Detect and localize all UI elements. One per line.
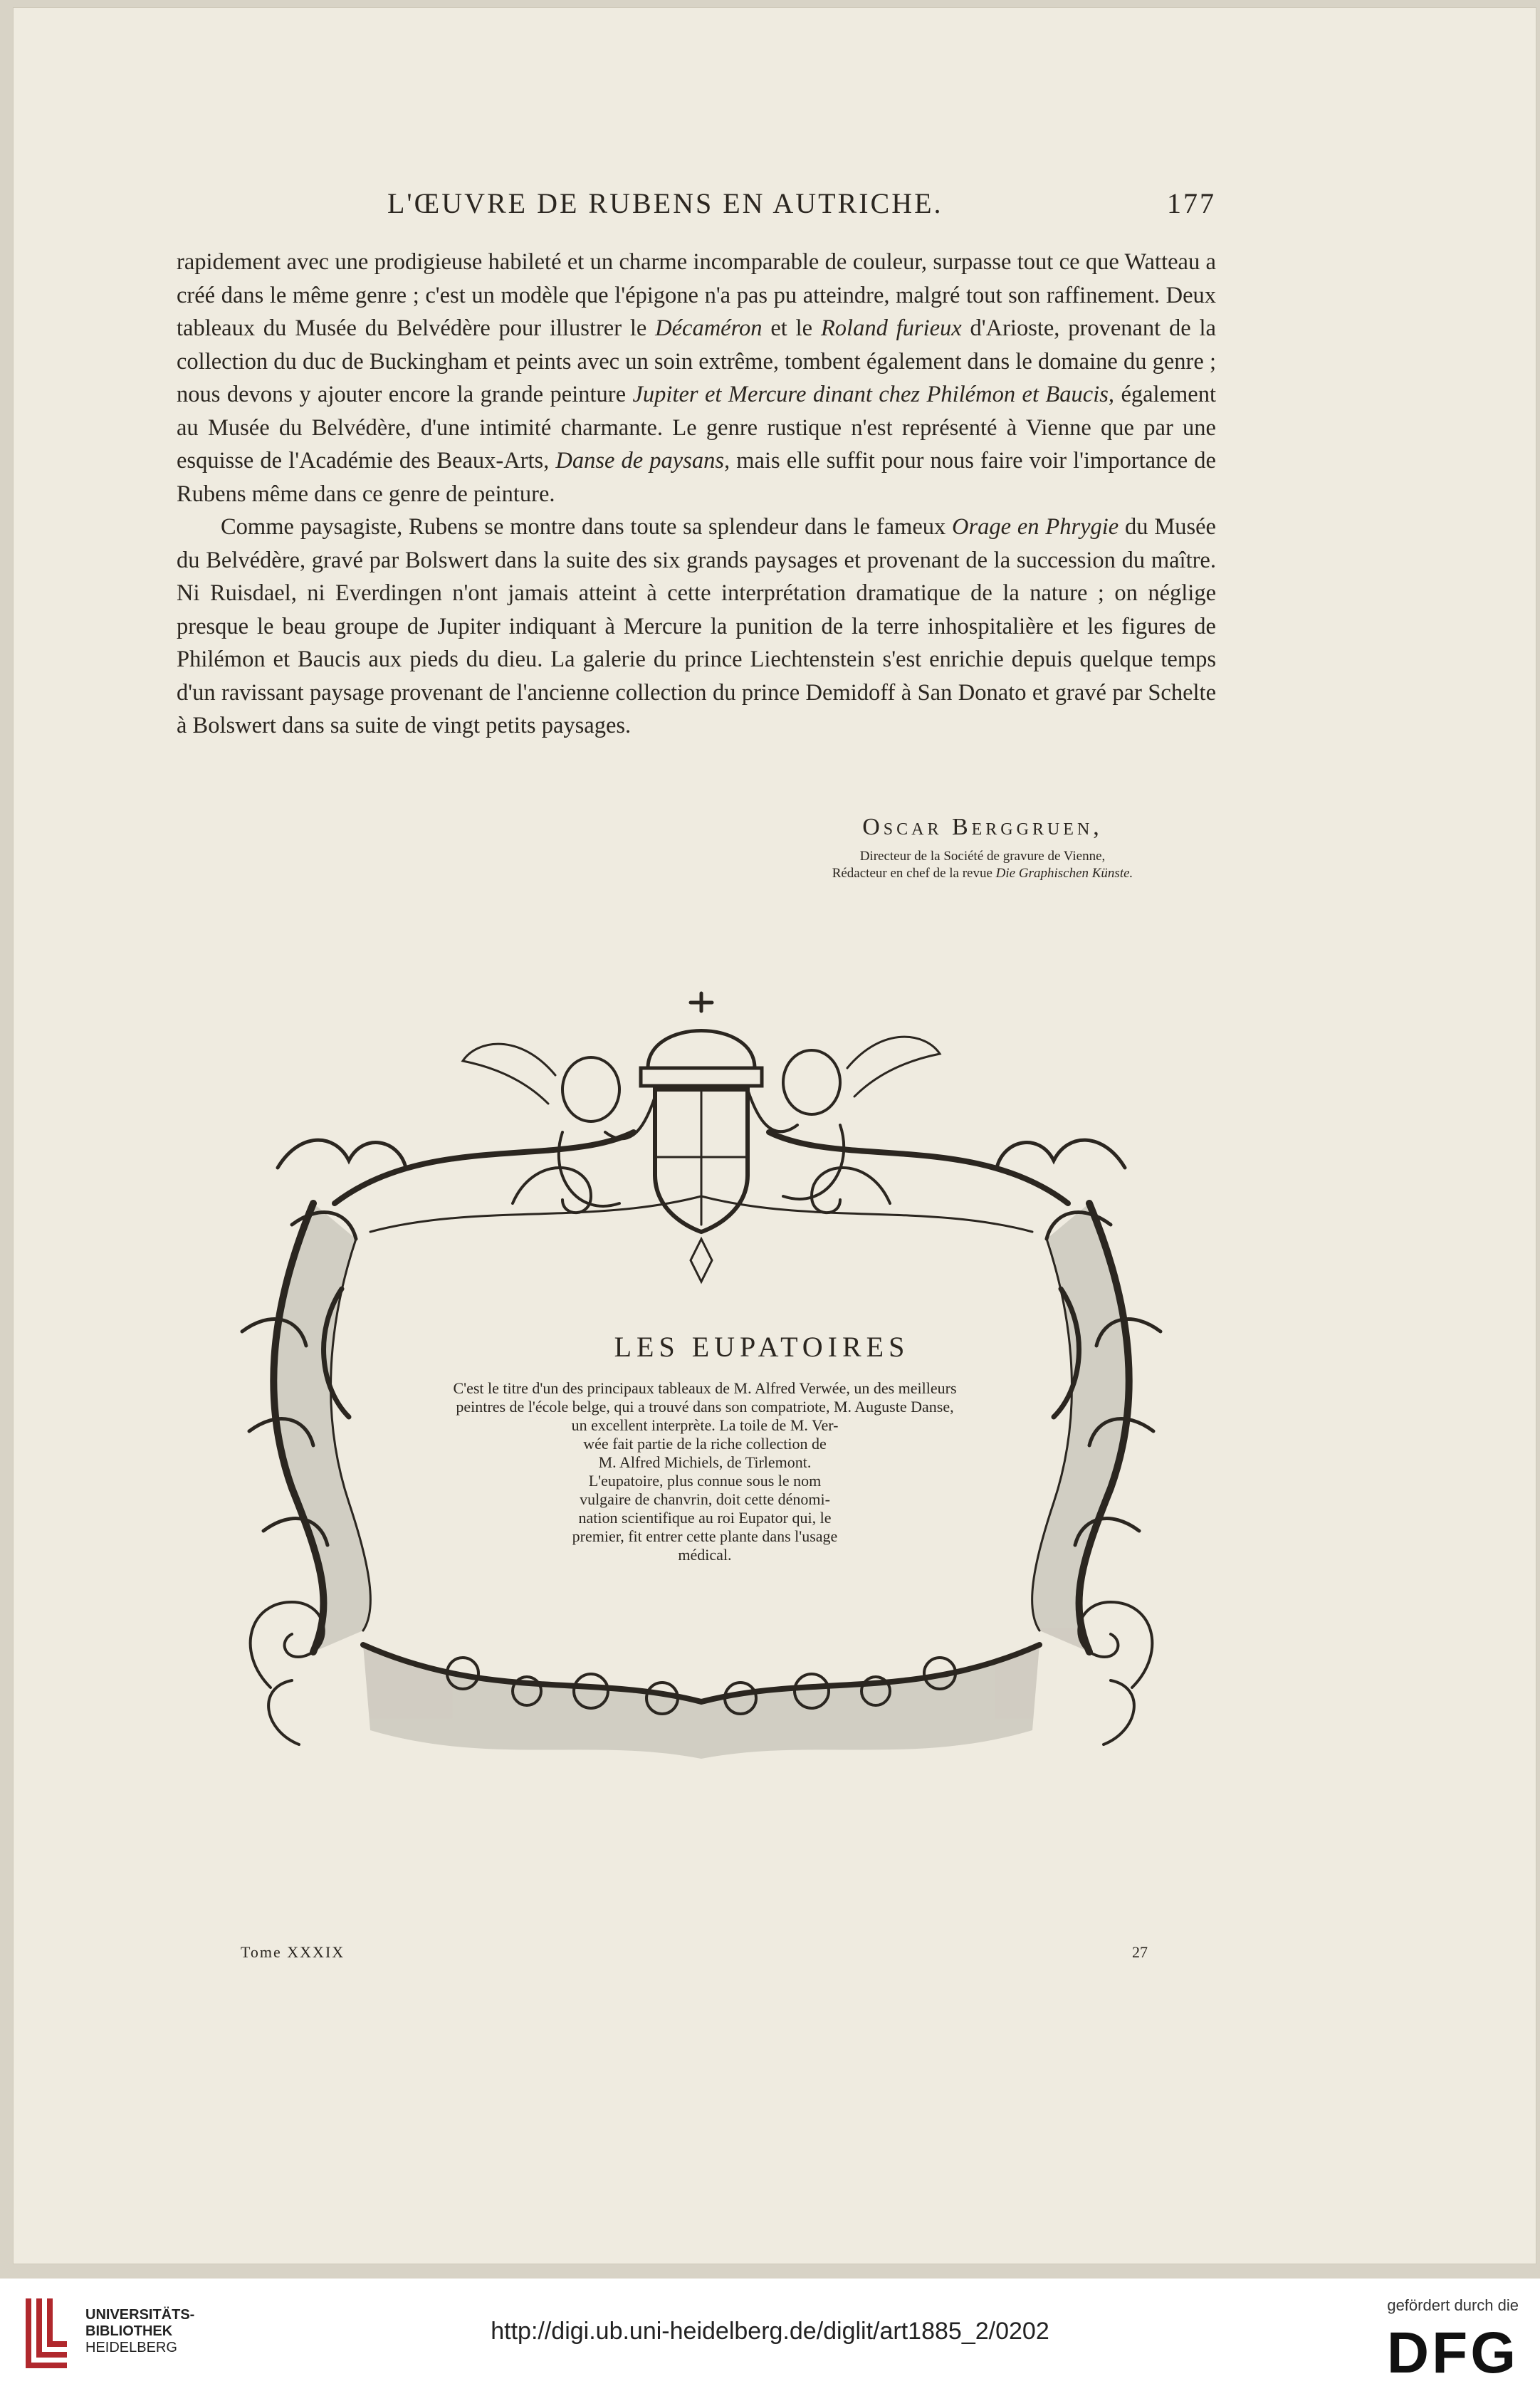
- caption-line: premier, fit entrer cette plante dans l'usage: [572, 1527, 838, 1545]
- caption-line: M. Alfred Michiels, de Tirlemont.: [598, 1453, 812, 1471]
- review-title: Die Graphischen Künste.: [995, 866, 1133, 881]
- paragraph-2: [177, 511, 1216, 743]
- text-run: d'Arioste, provenant de la collection du duc de Buckingham et peints avec un soin extrême, tombent également dans le domaine du genre ; nous devons y ajouter encore la grande peinture: [177, 315, 1216, 407]
- caption-line: médical.: [678, 1546, 732, 1564]
- text-run: également au Musée du Belvédère, d'une intimité charmante. Le genre rustique n'est représenté à Vienne que par une esquisse de l'Académie des Beaux-Arts,: [177, 382, 1216, 474]
- text-run: et le: [762, 315, 821, 341]
- italic-title: Roland furieux: [820, 315, 962, 341]
- dfg-logo: DFG: [1386, 2321, 1519, 2385]
- tome-label: Tome XXXIX: [241, 1943, 345, 1961]
- caption-line: C'est le titre d'un des principaux tableaux de M. Alfred Verwée, un des meilleurs: [453, 1379, 957, 1397]
- cartouche-title: LES EUPATOIRES: [614, 1331, 910, 1363]
- text-run: rapidement avec une prodigieuse habileté et un charme incomparable de couleur, surpasse tout ce que Watteau a créé dans le même genre ; c'est un modèle que l'épigone n'a pas pu atteindre, malgré tout son raffinement. Deux tableaux du Musée du Belvédère pour illustrer le: [177, 249, 1216, 341]
- page-number: 177: [1167, 187, 1216, 219]
- text-run: du Musée du Belvédère, gravé par Bolswert dans la suite des six grands paysages et provenant de la succession du maître. Ni Ruisdael, ni Everdingen n'ont jamais atteint à cette interprétation dramatique de la nature ; on néglige presque le beau groupe de Jupiter indiquant à Mercure la punition de la terre inhospitalière et les figures de Philémon et Baucis aux pieds du dieu. La galerie du prince Liechtenstein s'est enrichie depuis quelque temps d'un ravissant paysage provenant de l'ancienne collection du prince Demidoff à San Donato et gravé par Schelte à Bolswert dans sa suite de vingt petits paysages.: [177, 514, 1216, 738]
- cartouche-caption: [363, 1379, 1047, 1564]
- caption-line: nation scientifique au roi Eupator qui, le: [578, 1509, 832, 1527]
- caption-line: L'eupatoire, plus connue sous le nom: [588, 1472, 822, 1490]
- author-name: Oscar Berggruen,: [862, 814, 1103, 840]
- text-run: Comme paysagiste, Rubens se montre dans toute sa splendeur dans le fameux: [221, 514, 953, 540]
- library-line-3: HEIDELBERG: [85, 2340, 177, 2355]
- caption-line: peintres de l'école belge, qui a trouvé dans son compatriote, M. Auguste Danse,: [456, 1398, 954, 1416]
- italic-title: Jupiter et Mercure dinant chez Philémon et Baucis,: [632, 382, 1114, 407]
- library-line-1: UNIVERSITÄTS-: [85, 2307, 195, 2323]
- text-run: mais elle suffit pour nous faire voir l'importance de Rubens même dans ce genre de peinture.: [177, 448, 1216, 507]
- paragraph-1: [177, 246, 1216, 511]
- caption-line: wée fait partie de la riche collection de: [583, 1435, 827, 1453]
- caption-line: un excellent interprète. La toile de M. Ver-: [571, 1416, 839, 1434]
- library-line-2: BIBLIOTHEK: [85, 2323, 173, 2339]
- caption-line: vulgaire de chanvrin, doit cette dénomi-: [580, 1490, 830, 1508]
- author-signature: [769, 814, 1196, 882]
- sheet-signature: 27: [1132, 1943, 1148, 1961]
- article-body: [177, 246, 1216, 743]
- author-role: [769, 848, 1196, 882]
- permalink[interactable]: http://digi.ub.uni-heidelberg.de/diglit/art1885_2/0202: [491, 2318, 1049, 2345]
- role-prefix: Rédacteur en chef de la revue: [832, 866, 996, 881]
- italic-title: Danse de paysans,: [555, 448, 730, 474]
- author-role-line-2: [769, 865, 1196, 882]
- italic-title: Orage en Phrygie: [952, 514, 1119, 540]
- running-title: L'ŒUVRE DE RUBENS EN AUTRICHE.: [387, 187, 943, 219]
- author-role-line-1: Directeur de la Société de gravure de Vienne,: [859, 849, 1106, 864]
- funding-caption: gefördert durch die: [1387, 2296, 1519, 2314]
- italic-title: Décaméron: [655, 315, 763, 341]
